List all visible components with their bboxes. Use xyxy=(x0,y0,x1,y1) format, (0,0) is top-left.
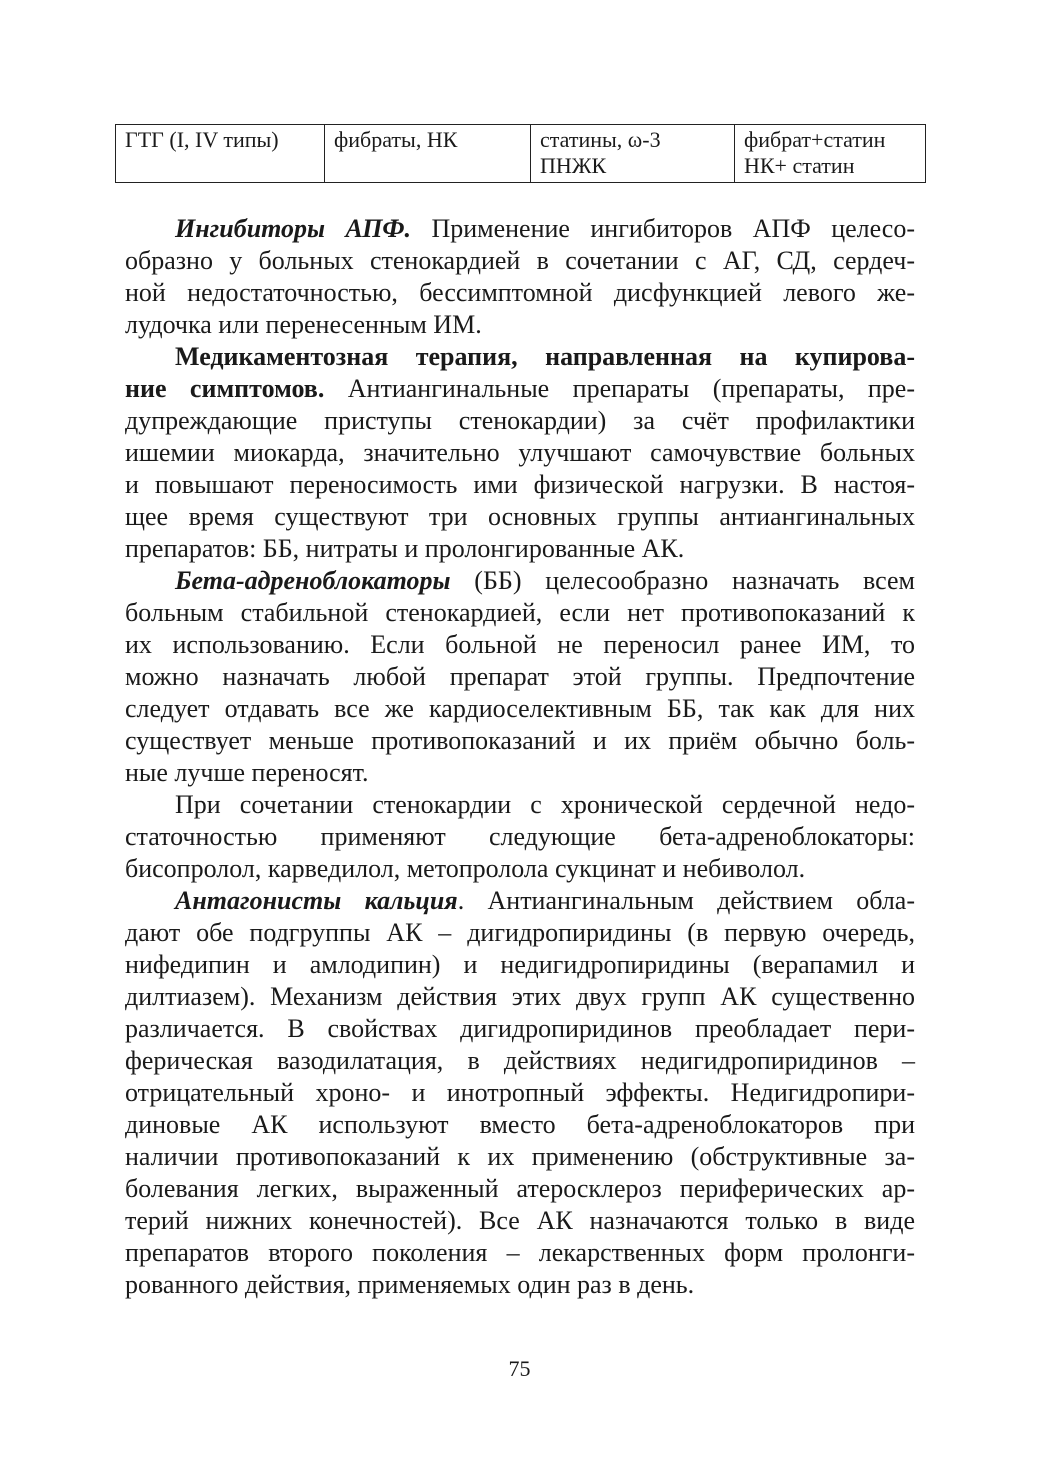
paragraph-ace-inhibitors xyxy=(125,213,915,341)
text-line: болевания легких, выраженный атеросклероз периферических ар- xyxy=(125,1174,915,1203)
text-line: наличии противопоказаний к их применению (обструктивные за- xyxy=(125,1142,915,1171)
text-line: различается. В свойствах дигидропиридинов преобладает пери- xyxy=(125,1014,915,1043)
paragraph-calcium-antagonists xyxy=(125,885,915,1301)
text-line: статочностью применяют следующие бета-адреноблокаторы: xyxy=(125,822,915,851)
paragraph-heart-failure xyxy=(125,789,915,885)
text-span: Антиангинальные препараты (препараты, пре- xyxy=(324,374,916,403)
text-line: При сочетании стенокардии с хронической сердечной недо- xyxy=(175,790,915,819)
text-line: ной недостаточностью, бессимптомной дисфункцией левого же- xyxy=(125,278,915,307)
cell-text: статины, ω-3 xyxy=(540,127,661,152)
text-line xyxy=(125,885,915,917)
cell-text: ГТГ (I, IV типы) xyxy=(125,127,279,152)
paragraph-heading: ние симптомов. xyxy=(125,374,325,403)
table-cell-first-line xyxy=(325,125,531,183)
text-line xyxy=(125,213,915,245)
text-line: их использованию. Если больной не переносил ранее ИМ, то xyxy=(125,630,915,659)
text-line xyxy=(125,373,915,405)
cell-text: ПНЖК xyxy=(540,153,607,178)
text-line: ные лучше переносят. xyxy=(125,758,369,787)
lipid-therapy-table xyxy=(115,124,926,183)
paragraph-beta-blockers xyxy=(125,565,915,789)
text-line: лудочка или перенесенным ИМ. xyxy=(125,310,482,339)
text-span: Применение ингибиторов АПФ целесо- xyxy=(411,214,916,243)
text-line: ишемии миокарда, значительно улучшают самочувствие больных xyxy=(125,438,915,467)
table-cell-condition xyxy=(116,125,325,183)
text-line: диновые АК используют вместо бета-адреноблокаторов при xyxy=(125,1110,915,1139)
text-span: (ББ) целесообразно назначать всем xyxy=(450,566,915,595)
text-line: существует меньше противопоказаний и их приём обычно боль- xyxy=(125,726,915,755)
text-line: препаратов: ББ, нитраты и пролонгированные АК. xyxy=(125,534,685,563)
text-line: щее время существуют три основных группы антиангинальных xyxy=(125,502,915,531)
paragraph-heading: Антагонисты кальция xyxy=(175,886,458,915)
text-line: отрицательный хроно- и инотропный эффекты. Недигидропири- xyxy=(125,1078,915,1107)
cell-text: фибрат+статин xyxy=(744,127,886,152)
text-line: можно назначать любой препарат этой группы. Предпочтение xyxy=(125,662,915,691)
text-line: бисопролол, карведилол, метопролола сукцинат и небиволол. xyxy=(125,854,806,883)
text-line: дупреждающие приступы стенокардии) за счёт профилактики xyxy=(125,406,915,435)
text-line: и повышают переносимость ими физической нагрузки. В настоя- xyxy=(125,470,915,499)
text-line: нифедипин и амлодипин) и недигидропиридины (верапамил и xyxy=(125,950,915,979)
text-line: терий нижних конечностей). Все АК назначаются только в виде xyxy=(125,1206,915,1235)
text-line: препаратов второго поколения – лекарственных форм пролонги- xyxy=(125,1238,915,1267)
table-cell-second-line xyxy=(531,125,735,183)
text-line: ферическая вазодилатация, в действиях недигидропиридинов – xyxy=(125,1046,915,1075)
text-line: образно у больных стенокардией в сочетании с АГ, СД, сердеч- xyxy=(125,246,915,275)
text-line xyxy=(125,565,915,597)
text-line: рованного действия, применяемых один раз в день. xyxy=(125,1270,695,1299)
cell-text: фибраты, НК xyxy=(334,127,458,152)
text-line: дают обе подгруппы АК – дигидропиридины (в первую очередь, xyxy=(125,918,915,947)
paragraph-heading: Бета-адреноблокаторы xyxy=(175,566,451,595)
paragraph-symptom-therapy xyxy=(125,341,915,565)
page-number: 75 xyxy=(508,1356,531,1381)
text-line: следует отдавать все же кардиоселективным ББ, так как для них xyxy=(125,694,915,723)
text-line: дилтиазем). Механизм действия этих двух групп АК существенно xyxy=(125,982,915,1011)
text-line: больным стабильной стенокардией, если нет противопоказаний к xyxy=(125,598,915,627)
table-cell-combination xyxy=(735,125,926,183)
paragraph-heading: Ингибиторы АПФ. xyxy=(175,214,412,243)
paragraph-heading: Медикаментозная терапия, направленная на купирова- xyxy=(175,342,915,371)
cell-text: НК+ статин xyxy=(744,153,855,178)
text-span: . Антиангинальным действием обла- xyxy=(457,886,915,915)
table-row xyxy=(116,125,926,183)
body-text xyxy=(125,213,915,1301)
